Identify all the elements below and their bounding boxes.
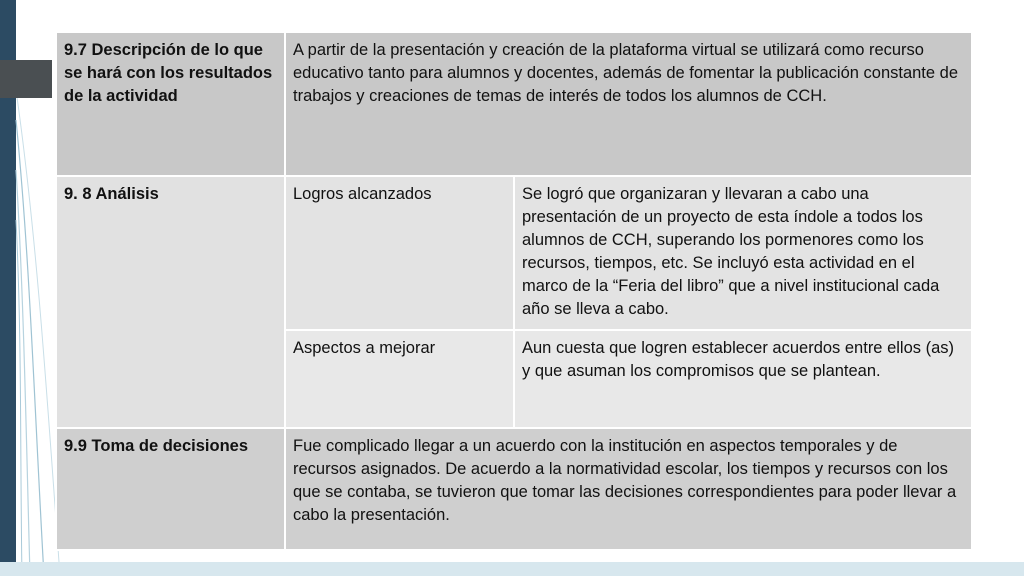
- text-aspectos: Aun cuesta que logren establecer acuerdos entre ellos (as) y que asuman los compromisos que se plantean.: [514, 330, 972, 428]
- table-row: [56, 176, 972, 330]
- row-text-descripcion: A partir de la presentación y creación de la plataforma virtual se utilizará como recurso educativo tanto para alumnos y docentes, además de fomentar la publicación constante de trabajos y creaciones de temas de interés de todos los alumnos de CCH.: [285, 32, 972, 176]
- row-label-analisis: 9. 8 Análisis: [56, 176, 285, 428]
- sublabel-aspectos: Aspectos a mejorar: [285, 330, 514, 428]
- bottom-strip: [0, 562, 1024, 576]
- content-table: [55, 31, 973, 551]
- table-row: [56, 32, 972, 176]
- row-label-descripcion: 9.7 Descripción de lo que se hará con los resultados de la actividad: [56, 32, 285, 176]
- sublabel-logros: Logros alcanzados: [285, 176, 514, 330]
- text-logros: Se logró que organizaran y llevaran a cabo una presentación de un proyecto de esta índole a todos los alumnos de CCH, superando los pormenores como los recursos, tiempos, etc. Se incluyó esta actividad en el marco de la “Feria del libro” que a nivel institucional cada año se lleva a cabo.: [514, 176, 972, 330]
- content-table-wrapper: [55, 31, 971, 551]
- row-text-toma-decisiones: Fue complicado llegar a un acuerdo con la institución en aspectos temporales y de recursos asignados. De acuerdo a la normatividad escolar, los tiempos y recursos con los que se contaba, se tuvieron que tomar las decisiones correspondientes para poder llevar a cabo la presentación.: [285, 428, 972, 550]
- left-accent-block: [0, 60, 52, 98]
- row-label-toma-decisiones: 9.9 Toma de decisiones: [56, 428, 285, 550]
- table-row: [56, 428, 972, 550]
